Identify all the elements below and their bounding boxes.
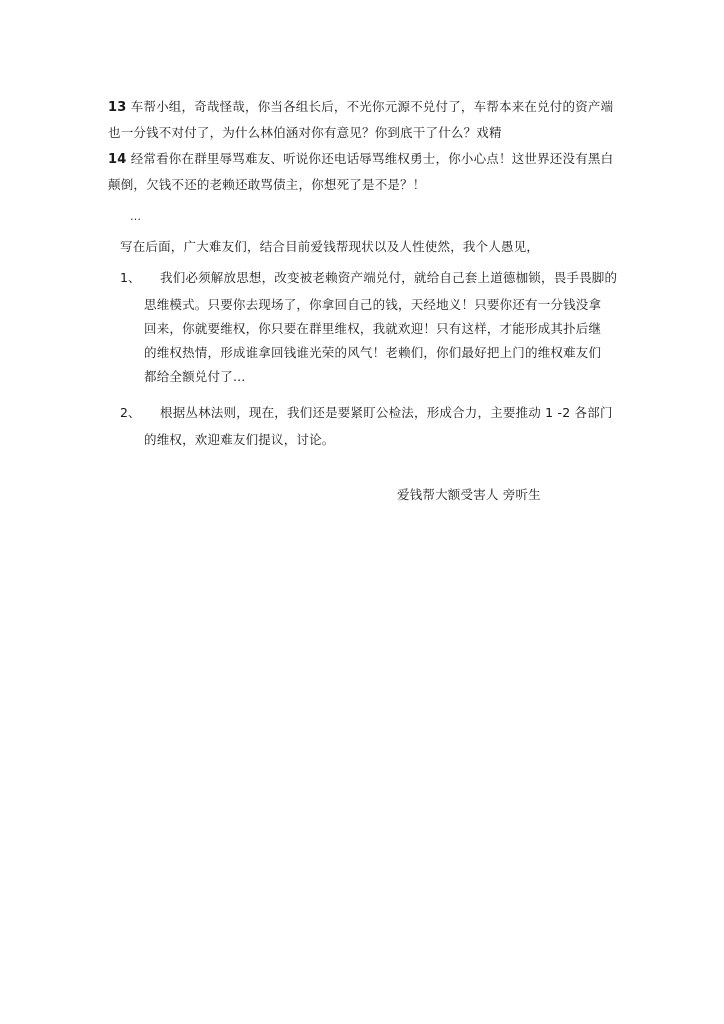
paragraph-text: 车帮小组，奇哉怪哉，你当各组长后，不光你元源不兑付了，车帮本来在兑付的资产端 bbox=[130, 99, 614, 114]
paragraph-number: 14 bbox=[108, 152, 127, 167]
list-item-2-line: 根据丛林法则，现在，我们还是要紧盯公检法，形成合力，主要推动 1 -2 各部门 bbox=[160, 405, 613, 420]
list-item-1-line: 思维模式。只要你去现场了，你拿回自己的钱，天经地义！只要你还有一分钱没拿 bbox=[144, 297, 602, 312]
paragraph-13-line-2: 也一分钱不对付了，为什么林伯涵对你有意见？你到底干了什么？戏精 bbox=[108, 125, 502, 140]
list-item-2-line: 的维权，欢迎难友们提议，讨论。 bbox=[144, 432, 335, 447]
list-item-1-line: 回来，你就要维权，你只要在群里维权，我就欢迎！只有这样，才能形成其扑后继 bbox=[144, 321, 602, 336]
list-item-1-line: 都给全额兑付了… bbox=[144, 369, 246, 384]
intro-text: 写在后面，广大难友们，结合目前爱钱帮现状以及人性使然，我个人愚见， bbox=[120, 239, 540, 254]
paragraph-14-line-2: 颠倒，欠钱不还的老赖还敢骂债主，你想死了是不是？！ bbox=[108, 177, 426, 192]
paragraph-14-line-1 bbox=[108, 151, 613, 168]
list-item-1-line: 的维权热情，形成谁拿回钱谁光荣的风气！老赖们，你们最好把上门的维权难友们 bbox=[144, 345, 602, 360]
paragraph-number: 13 bbox=[108, 100, 127, 115]
paragraph-text: 经常看你在群里辱骂难友、听说你还电话辱骂维权勇士，你小心点！这世界还没有黑白 bbox=[130, 151, 614, 166]
ellipsis: … bbox=[130, 210, 142, 223]
signature: 爱钱帮大额受害人 旁听生 bbox=[397, 487, 541, 502]
paragraph-13-line-1 bbox=[108, 99, 613, 116]
list-item-1-line: 我们必须解放思想，改变被老赖资产端兑付，就给自己套上道德枷锁，畏手畏脚的 bbox=[160, 270, 618, 285]
list-item-2-number: 2、 bbox=[120, 405, 141, 420]
list-item-1-number: 1、 bbox=[120, 270, 141, 285]
